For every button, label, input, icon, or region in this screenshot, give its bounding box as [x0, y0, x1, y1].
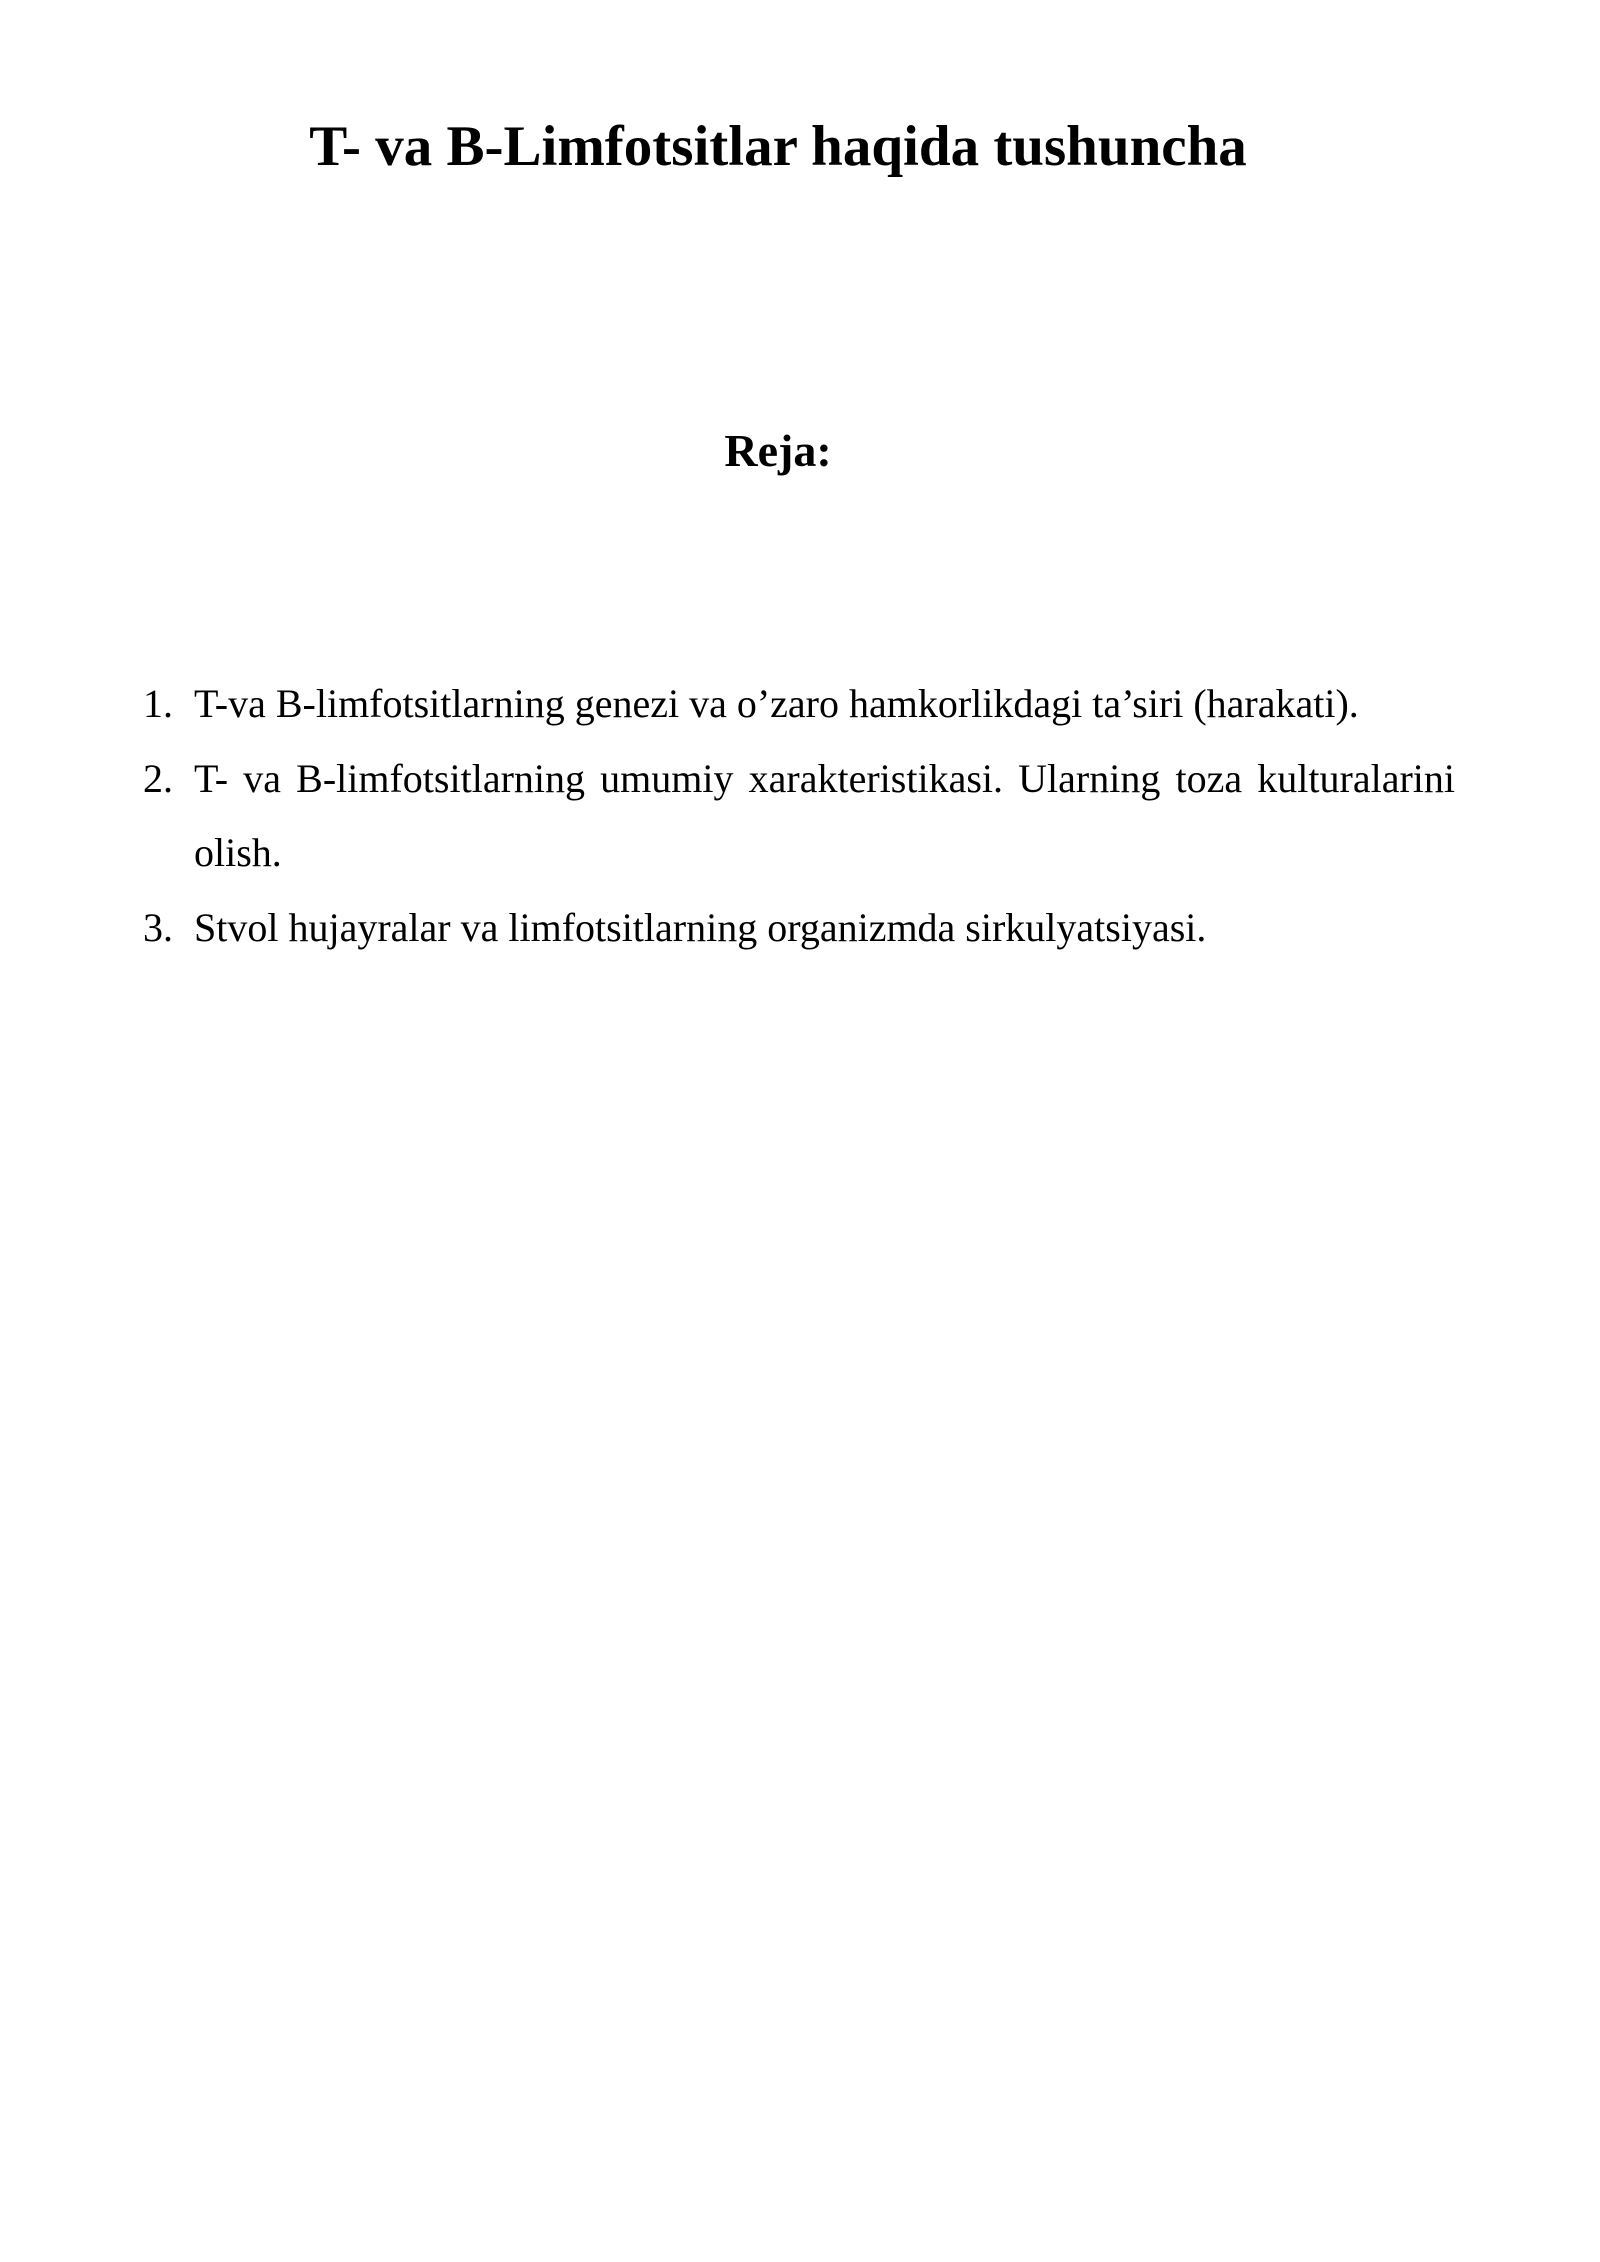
document-title: T- va B-Limfotsitlar haqida tushuncha: [309, 115, 1247, 178]
plan-item-number: 1.: [143, 681, 173, 726]
plan-item-number: 2.: [143, 755, 173, 801]
plan-item: [143, 891, 1455, 966]
plan-item: [143, 742, 1455, 891]
plan-item-text: T-va B-limfotsitlarning genezi va o’zaro hamkorlikdagi ta’siri (harakati).: [194, 681, 1359, 726]
plan-item-text: T- va B-limfotsitlarning umumiy xarakteristikasi. Ularning toza kulturalarini olish.: [194, 755, 1455, 875]
plan-list: [143, 667, 1455, 965]
plan-item-number: 3.: [143, 904, 173, 950]
plan-item-text: Stvol hujayralar va limfotsitlarning organizmda sirkulyatsiyasi.: [194, 904, 1207, 950]
plan-heading: Reja:: [724, 425, 832, 476]
plan-item: [143, 667, 1455, 742]
